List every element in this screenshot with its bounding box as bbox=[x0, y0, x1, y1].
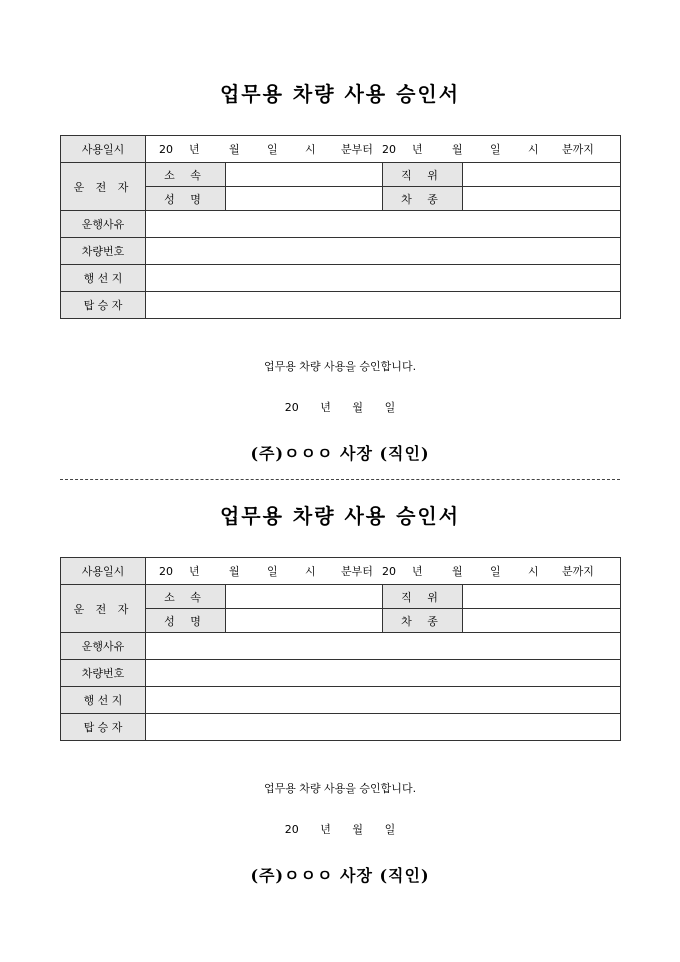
date-cell[interactable] bbox=[146, 558, 621, 585]
signature-line: (주)ㅇㅇㅇ 사장 (직인) bbox=[250, 444, 430, 463]
position-input[interactable] bbox=[463, 585, 621, 609]
date-from-unit: 분부터 bbox=[341, 143, 373, 156]
purpose-input[interactable] bbox=[146, 633, 621, 660]
approval-date-line bbox=[0, 821, 680, 837]
vehicle-type-label: 차 종 bbox=[383, 609, 463, 633]
approval-statement: 업무용 차량 사용을 승인합니다. bbox=[263, 782, 417, 795]
destination-label: 행 선 지 bbox=[61, 265, 146, 292]
date-label: 사용일시 bbox=[61, 136, 146, 163]
date-month-unit: 월 bbox=[229, 143, 240, 156]
approval-date-line bbox=[0, 399, 680, 415]
date-day-unit: 일 bbox=[267, 143, 278, 156]
plate-input[interactable] bbox=[146, 660, 621, 687]
date-year-prefix-2: 20 bbox=[382, 142, 396, 156]
approval-year-prefix: 20 bbox=[284, 823, 299, 836]
date-day-unit: 일 bbox=[267, 565, 278, 578]
destination-input[interactable] bbox=[146, 687, 621, 714]
date-hour-unit: 시 bbox=[305, 565, 316, 578]
date-year-unit: 년 bbox=[189, 565, 200, 578]
passenger-input[interactable] bbox=[146, 714, 621, 741]
approval-month-unit: 월 bbox=[352, 823, 364, 836]
approval-month-unit: 월 bbox=[352, 401, 364, 414]
vehicle-type-label: 차 종 bbox=[383, 187, 463, 211]
cut-line bbox=[60, 479, 620, 480]
approval-year-unit: 년 bbox=[320, 401, 331, 414]
purpose-label: 운행사유 bbox=[61, 211, 146, 238]
date-from-unit: 분부터 bbox=[341, 565, 373, 578]
date-label: 사용일시 bbox=[61, 558, 146, 585]
usage-table bbox=[60, 557, 621, 741]
position-label: 직 위 bbox=[383, 585, 463, 609]
affiliation-input[interactable] bbox=[226, 585, 383, 609]
destination-input[interactable] bbox=[146, 265, 621, 292]
driver-label: 운 전 자 bbox=[61, 163, 146, 211]
passenger-label: 탑 승 자 bbox=[61, 292, 146, 319]
usage-table bbox=[60, 135, 621, 319]
purpose-label: 운행사유 bbox=[61, 633, 146, 660]
name-input[interactable] bbox=[226, 609, 383, 633]
date-until-unit: 분까지 bbox=[562, 143, 594, 156]
signature-line: (주)ㅇㅇㅇ 사장 (직인) bbox=[250, 866, 430, 885]
name-label: 성 명 bbox=[146, 187, 226, 211]
date-year-prefix: 20 bbox=[159, 564, 173, 578]
date-year-unit-2: 년 bbox=[412, 143, 423, 156]
purpose-input[interactable] bbox=[146, 211, 621, 238]
date-cell[interactable] bbox=[146, 136, 621, 163]
approval-day-unit: 일 bbox=[384, 823, 396, 836]
position-input[interactable] bbox=[463, 163, 621, 187]
date-year-unit-2: 년 bbox=[412, 565, 423, 578]
date-month-unit-2: 월 bbox=[452, 565, 463, 578]
affiliation-label: 소 속 bbox=[146, 163, 226, 187]
name-label: 성 명 bbox=[146, 609, 226, 633]
affiliation-label: 소 속 bbox=[146, 585, 226, 609]
vehicle-type-input[interactable] bbox=[463, 187, 621, 211]
approval-day-unit: 일 bbox=[384, 401, 396, 414]
date-until-unit: 분까지 bbox=[562, 565, 594, 578]
date-month-unit-2: 월 bbox=[452, 143, 463, 156]
date-day-unit-2: 일 bbox=[490, 565, 501, 578]
approval-year-unit: 년 bbox=[320, 823, 331, 836]
passenger-input[interactable] bbox=[146, 292, 621, 319]
plate-input[interactable] bbox=[146, 238, 621, 265]
date-hour-unit: 시 bbox=[305, 143, 316, 156]
form-title: 업무용 차량 사용 승인서 bbox=[219, 82, 461, 106]
date-year-prefix: 20 bbox=[159, 142, 173, 156]
name-input[interactable] bbox=[226, 187, 383, 211]
date-year-prefix-2: 20 bbox=[382, 564, 396, 578]
plate-label: 차량번호 bbox=[61, 238, 146, 265]
approval-statement: 업무용 차량 사용을 승인합니다. bbox=[263, 360, 417, 373]
destination-label: 행 선 지 bbox=[61, 687, 146, 714]
plate-label: 차량번호 bbox=[61, 660, 146, 687]
affiliation-input[interactable] bbox=[226, 163, 383, 187]
date-hour-unit-2: 시 bbox=[528, 565, 539, 578]
date-hour-unit-2: 시 bbox=[528, 143, 539, 156]
passenger-label: 탑 승 자 bbox=[61, 714, 146, 741]
date-month-unit: 월 bbox=[229, 565, 240, 578]
approval-year-prefix: 20 bbox=[284, 401, 299, 414]
date-day-unit-2: 일 bbox=[490, 143, 501, 156]
driver-label: 운 전 자 bbox=[61, 585, 146, 633]
position-label: 직 위 bbox=[383, 163, 463, 187]
form-title: 업무용 차량 사용 승인서 bbox=[219, 504, 461, 528]
vehicle-type-input[interactable] bbox=[463, 609, 621, 633]
date-year-unit: 년 bbox=[189, 143, 200, 156]
